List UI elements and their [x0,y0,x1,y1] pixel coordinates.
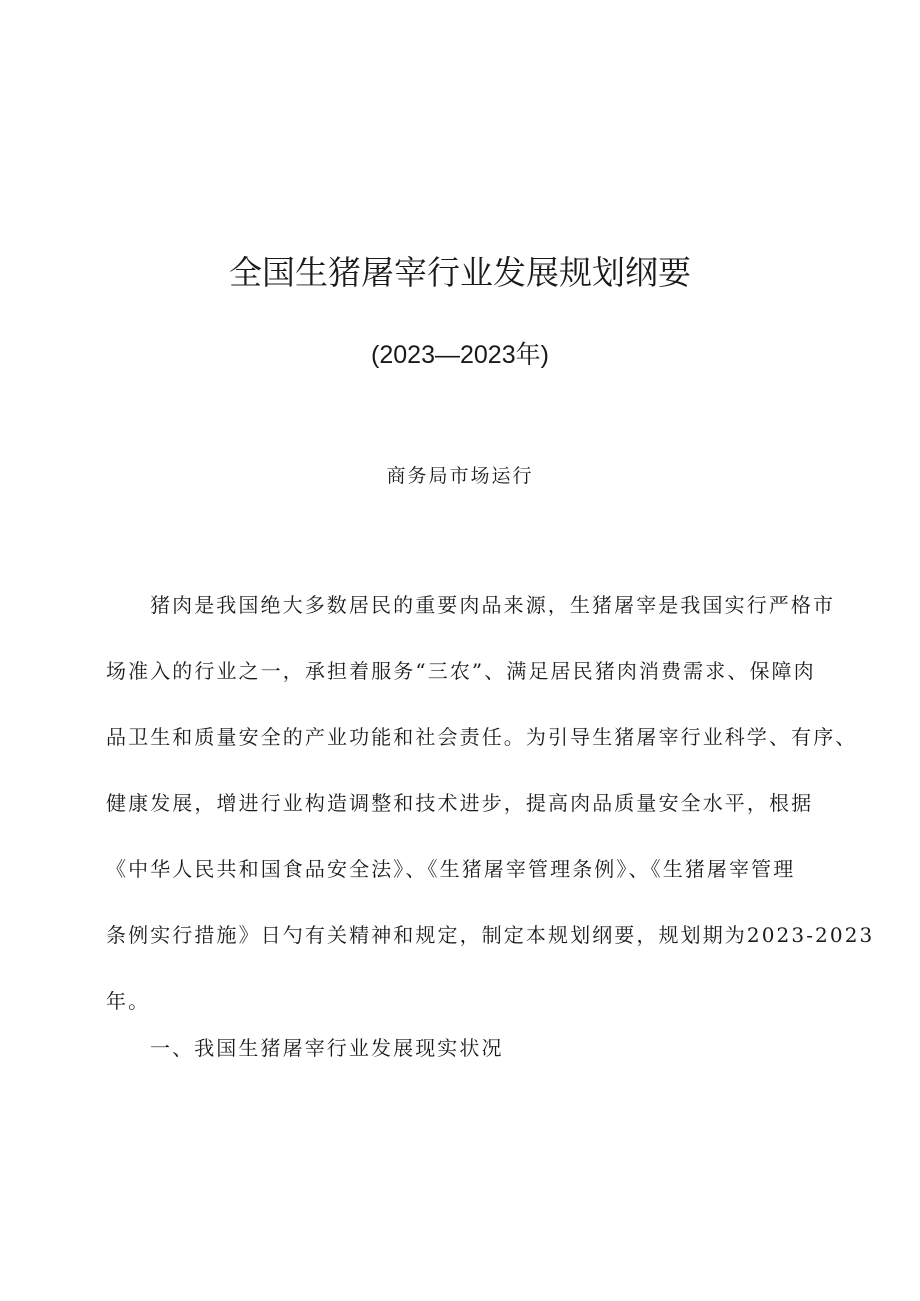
paragraph-line: 品卫生和质量安全的产业功能和社会责任。为引导生猪屠宰行业科学、有序、 [106,725,858,749]
paragraph-line: 《中华人民共和国食品安全法》、《生猪屠宰管理条例》、《生猪屠宰管理 [106,857,796,881]
paragraph-line: 年。 [106,989,151,1013]
paragraph-line: 猪肉是我国绝大多数居民的重要肉品来源，生猪屠宰是我国实行严格市 [150,593,836,617]
document-subtitle: (2023—2023年) [371,341,549,369]
paragraph-line: 场准入的行业之一，承担着服务“三农”、满足居民猪肉消费需求、保障肉 [106,659,816,683]
document-title: 全国生猪屠宰行业发展规划纲要 [229,253,691,292]
paragraph-line: 健康发展，增进行业构造调整和技术进步，提高肉品质量安全水平，根据 [106,791,814,815]
body-paragraph [106,572,875,1034]
document-author: 商务局市场运行 [386,465,534,487]
section-heading: 一、我国生猪屠宰行业发展现实状况 [150,1036,504,1060]
paragraph-line: 条例实行措施》日勺有关精神和规定，制定本规划纲要，规划期为2023-2023 [106,923,875,947]
